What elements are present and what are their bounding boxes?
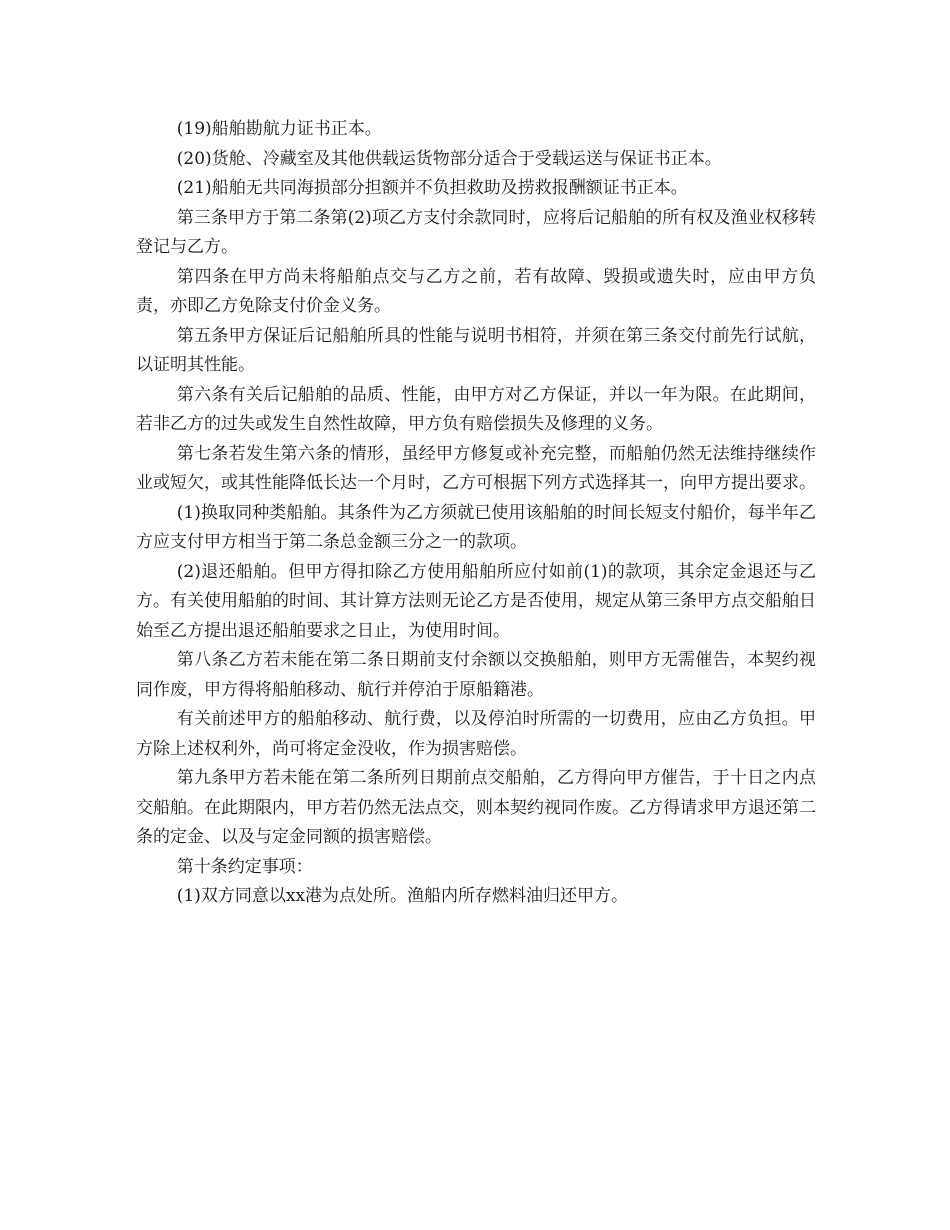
- paragraph: 第十条约定事项：: [176, 856, 313, 877]
- paragraph: (1)换取同种类船舶。其条件为乙方须就已使用该船舶的时间长短支付船价，每半年乙方应支付甲方相当于第二条总金额三分之一的款项。: [136, 502, 816, 552]
- paragraph: 第三条甲方于第二条第(2)项乙方支付余款同时，应将后记船舶的所有权及渔业权移转登记与乙方。: [136, 207, 816, 257]
- paragraph: (19)船舶勘航力证书正本。: [176, 119, 382, 139]
- paragraph: 有关前述甲方的船舶移动、航行费，以及停泊时所需的一切费用，应由乙方负担。甲方除上述权利外，尚可将定金没收，作为损害赔偿。: [136, 709, 816, 759]
- paragraph: 第六条有关后记船舶的品质、性能，由甲方对乙方保证，并以一年为限。在此期间，若非乙方的过失或发生自然性故障，甲方负有赔偿损失及修理的义务。: [136, 384, 816, 434]
- paragraph: 第八条乙方若未能在第二条日期前支付余额以交换船舶，则甲方无需催告，本契约视同作废，甲方得将船舶移动、航行并停泊于原船籍港。: [136, 650, 816, 700]
- document-body: [136, 115, 816, 912]
- paragraph: 第七条若发生第六条的情形，虽经甲方修复或补充完整，而船舶仍然无法维持继续作业或短欠，或其性能降低长达一个月时，乙方可根据下列方式选择其一，向甲方提出要求。: [136, 443, 816, 493]
- paragraph: (1)双方同意以xx港为点处所。渔船内所存燃料油归还甲方。: [176, 886, 629, 906]
- paragraph: (21)船舶无共同海损部分担额并不负担救助及捞救报酬额证书正本。: [176, 178, 688, 198]
- paragraph: (2)退还船舶。但甲方得扣除乙方使用船舶所应付如前(1)的款项，其余定金退还与乙方。有关使用船舶的时间、其计算方法则无论乙方是否使用，规定从第三条甲方点交船舶日始至乙方提出退还船舶要求之日止，为使用时间。: [136, 561, 816, 641]
- paragraph: 第五条甲方保证后记船舶所具的性能与说明书相符，并须在第三条交付前先行试航，以证明其性能。: [136, 325, 816, 375]
- paragraph: (20)货舱、冷藏室及其他供载运货物部分适合于受载运送与保证书正本。: [176, 148, 722, 169]
- paragraph: 第四条在甲方尚未将船舶点交与乙方之前，若有故障、毁损或遗失时，应由甲方负责，亦即乙方免除支付价金义务。: [136, 266, 816, 316]
- paragraph: 第九条甲方若未能在第二条所列日期前点交船舶，乙方得向甲方催告，于十日之内点交船舶。在此期限内，甲方若仍然无法点交，则本契约视同作废。乙方得请求甲方退还第二条的定金、以及与定金同额的损害赔偿。: [136, 768, 816, 847]
